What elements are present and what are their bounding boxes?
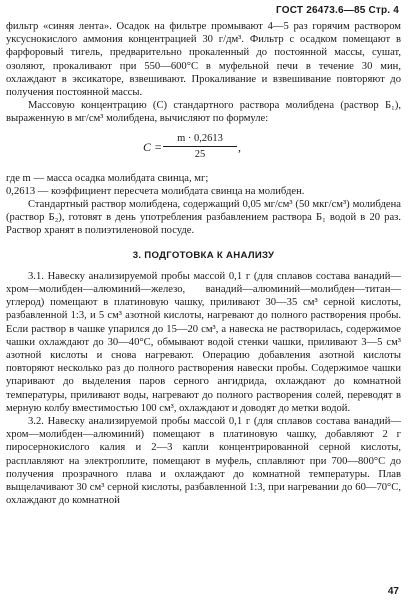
page-number: 47 bbox=[387, 586, 399, 597]
formula-numerator: m · 0,2613 bbox=[163, 132, 237, 147]
section-title: 3. ПОДГОТОВКА К АНАЛИЗУ bbox=[132, 249, 275, 261]
formula-fraction bbox=[163, 132, 237, 161]
paragraph-concentration-intro: Массовую концентрацию (С) стандартного раствора молибдена (раствор Б₁), выраженную в мг/см³ молибдена, вычисляют по формуле: bbox=[6, 100, 401, 125]
paragraph-coefficient: 0,2613 — коэффициент пересчета молибдата свинца на молибден. bbox=[6, 185, 305, 197]
paragraph-standard-solution: Стандартный раствор молибдена, содержащий 0,05 мг/см³ (50 мкг/см³) молибдена (раствор Б₂), готовят в день употребления разбавлением раствора Б₁ водой в 20 раз. Раствор хранят в полиэтиленовой посуде. bbox=[6, 199, 401, 237]
paragraph-3-1: 3.1. Навеску анализируемой пробы массой 0,1 г (для сплавов состава ванадий—хром—молибден—алюминий—железо, ванадий—алюминий—молибден—титан—углерод) помещают в платиновую чашку, приливают 30—35 см³ серной кислоты, разбавленной 1:3, и 5 см³ азотной кислоты, нагревают до полного растворения пробы. Если раствор в чашке упарился до 15—20 см³, а навеска не растворилась, содержимое чашки охлаждают до 30—40°С, обмывают водой стенки чашки, приливают 3—5 см³ азотной кислоты и снова нагревают. Операцию добавления азотной кислоты повторяют несколько раз до полного растворения навески пробы. Содержимое чашки упаривают до выделения паров серного ангидрида, охлаждают до комнатной температуры, приливают воды, нагревают до полного растворения солей, переводят в мерную колбу вместимостью 100 см³, охлаждают и доводят до метки водой. bbox=[6, 270, 401, 414]
formula-denominator: 25 bbox=[194, 148, 206, 160]
paragraph-where-m: где m — масса осадка молибдата свинца, мг; bbox=[6, 172, 209, 184]
page-header: ГОСТ 26473.6—85 Стр. 4 bbox=[276, 5, 399, 16]
formula-comma: , bbox=[238, 139, 241, 154]
paragraph-3-2: 3.2. Навеску анализируемой пробы массой 0,1 г (для сплавов состава ванадий—хром—молибден—алюминий) помещают в платиновую чашку, добавляют 2 г пиросернокислого калия и 2—3 капли концентрированной серной кислоты, расплавляют на электроплите, помещают в муфель, сплавляют при 700—800°С до получения прозрачного плава и охлаждают до комнатной температуры. Плав выщелачивают 30 см³ серной кислоты, разбавленной 1:3, при нагревании до 60—70°С, охлаждают до комнатной bbox=[6, 416, 401, 507]
paragraph-filter-wash: фильтр «синяя лента». Осадок на фильтре промывают 4—5 раз горячим раствором уксуснокислого аммония концентрацией 30 г/дм³. Фильтр с осадком помещают в фарфоровый тигель, предварительно прокаленный до постоянной массы, сушат, озоляют, прокаливают при 550—600°С в муфельной печи в течение 30 мин, охлаждают в эксикаторе, взвешивают. Прокаливание и взвешивание повторяют до получения постоянной массы. bbox=[6, 21, 401, 99]
concentration-formula bbox=[6, 130, 401, 166]
formula-lhs: C = bbox=[143, 139, 163, 154]
document-body bbox=[6, 20, 401, 508]
